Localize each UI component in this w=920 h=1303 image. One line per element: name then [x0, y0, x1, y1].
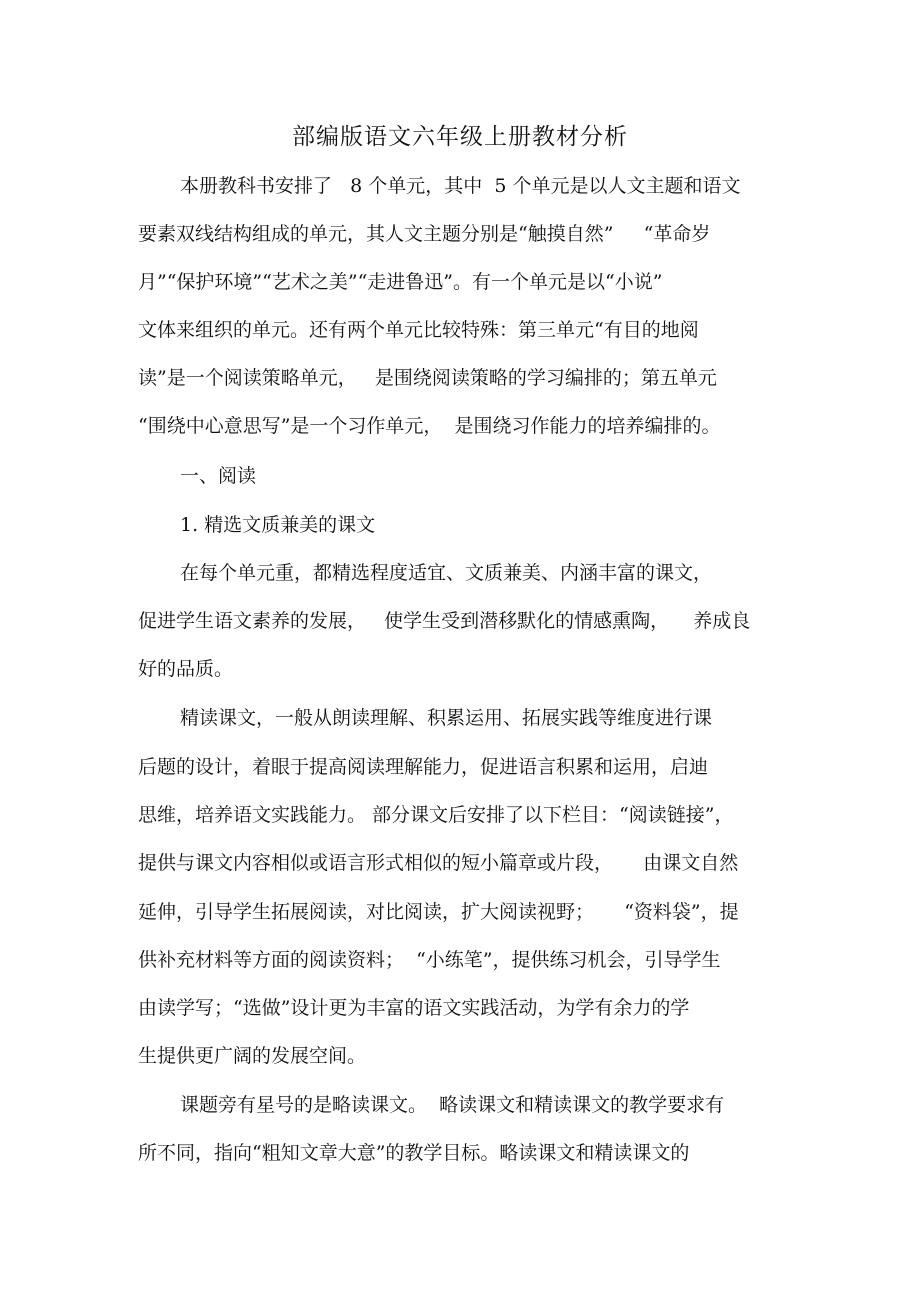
text-line: 供补充材料等方面的阅读资料； “小练笔”，提供练习机会，引导学生 [138, 949, 721, 971]
text-line: 生提供更广阔的发展空间。 [138, 1045, 367, 1067]
text-line: “围绕中心意思写”是一个习作单元， 是围绕习作能力的培养编排的。 [138, 415, 721, 437]
document-title: 部编版语文六年级上册教材分析 [292, 124, 628, 150]
text-line: 读”是一个阅读策略单元， 是围绕阅读策略的学习编排的；第五单元 [138, 367, 717, 389]
text-line: 延伸，引导学生拓展阅读，对比阅读，扩大阅读视野； “资料袋”，提 [138, 901, 739, 923]
text-line: 好的品质。 [138, 658, 234, 680]
text-line: 课题旁有星号的是略读课文。 略读课文和精读课文的教学要求有 [180, 1094, 725, 1116]
section-heading: 一、阅读 [180, 465, 257, 487]
text-line: 促进学生语文素养的发展， 使学生受到潜移默化的情感熏陶， 养成良 [138, 610, 751, 632]
text-line: 所不同，指向“粗知文章大意”的教学目标。略读课文和精读课文的 [138, 1142, 690, 1164]
text-line: 思维，培养语文实践能力。 部分课文后安排了以下栏目：“阅读链接”， [138, 804, 734, 826]
text-line: 精读课文，一般从朗读理解、积累运用、拓展实践等维度进行课 [180, 707, 713, 729]
text-line: 后题的设计，着眼于提高阅读理解能力，促进语言积累和运用，启迪 [138, 756, 709, 778]
text-line: 月”“保护环境”“艺术之美”“走进鲁迅”。有一个单元是以“小说” [138, 271, 663, 293]
text-line: 在每个单元重，都精选程度适宜、文质兼美、内涵丰富的课文， [180, 562, 713, 584]
text-line: 本册教科书安排了 8 个单元，其中 5 个单元是以人文主题和语文 [180, 175, 741, 197]
text-line: 要素双线结构组成的单元，其人文主题分别是“触摸自然” “革命岁 [138, 223, 711, 245]
text-line: 由读学写；“选做”设计更为丰富的语文实践活动，为学有余力的学 [138, 997, 690, 1019]
text-line: 文体来组织的单元。还有两个单元比较特殊：第三单元“有目的地阅 [138, 319, 699, 341]
text-line: 提供与课文内容相似或语言形式相似的短小篇章或片段， 由课文自然 [138, 852, 739, 874]
subsection-heading: 1. 精选文质兼美的课文 [180, 514, 376, 536]
